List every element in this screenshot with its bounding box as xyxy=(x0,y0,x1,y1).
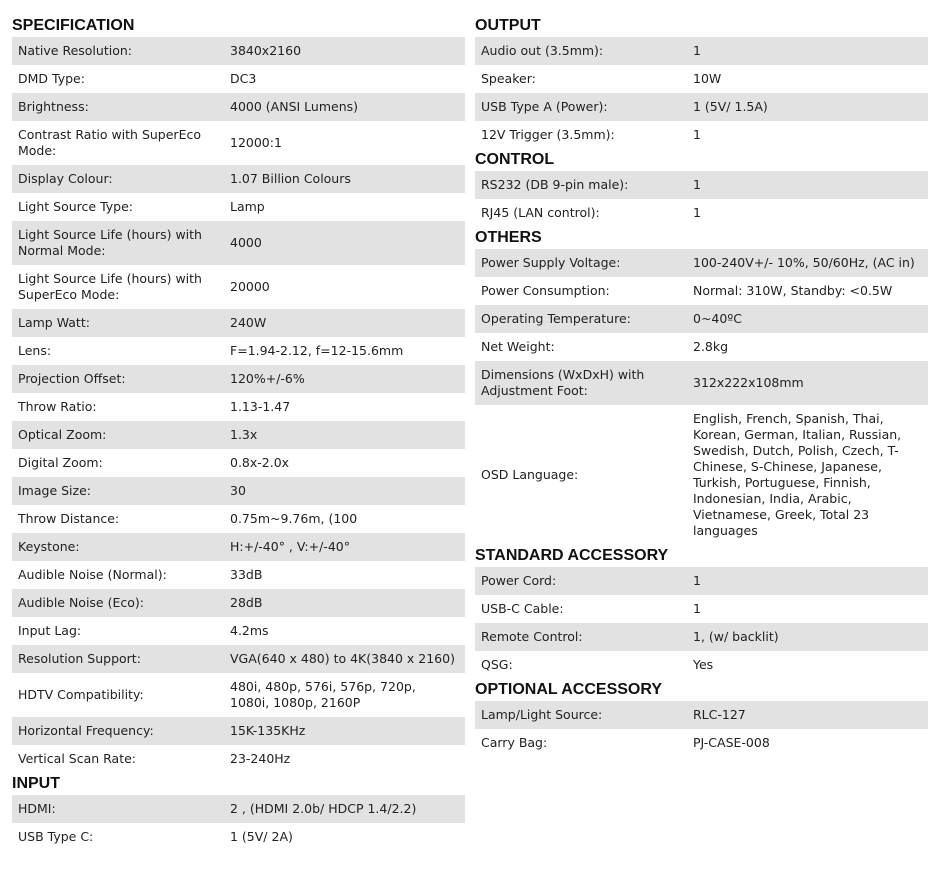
spec-value: DC3 xyxy=(224,65,465,93)
spec-label: Native Resolution: xyxy=(12,37,224,65)
spec-label: USB-C Cable: xyxy=(475,595,687,623)
section-specification xyxy=(12,15,465,773)
spec-value: 1 xyxy=(687,171,928,199)
spec-value: 1 (5V/ 1.5A) xyxy=(687,93,928,121)
spec-label: Lens: xyxy=(12,337,224,365)
spec-value: 3840x2160 xyxy=(224,37,465,65)
section-others xyxy=(475,227,928,545)
spec-row xyxy=(12,505,465,533)
spec-value: 240W xyxy=(224,309,465,337)
spec-row xyxy=(12,477,465,505)
spec-value: 4000 (ANSI Lumens) xyxy=(224,93,465,121)
spec-table xyxy=(475,249,928,545)
spec-value: 15K-135KHz xyxy=(224,717,465,745)
spec-label: Audible Noise (Normal): xyxy=(12,561,224,589)
spec-value: 0~40ºC xyxy=(687,305,928,333)
spec-label: Remote Control: xyxy=(475,623,687,651)
spec-label: Optical Zoom: xyxy=(12,421,224,449)
spec-row xyxy=(12,745,465,773)
spec-value: 480i, 480p, 576i, 576p, 720p, 1080i, 1080p, 2160P xyxy=(224,673,465,717)
spec-value: 2.8kg xyxy=(687,333,928,361)
spec-label: Contrast Ratio with SuperEco Mode: xyxy=(12,121,224,165)
spec-label: Digital Zoom: xyxy=(12,449,224,477)
spec-label: Light Source Life (hours) with Normal Mode: xyxy=(12,221,224,265)
spec-row xyxy=(12,795,465,823)
spec-row xyxy=(475,199,928,227)
spec-row xyxy=(475,405,928,545)
spec-value: 20000 xyxy=(224,265,465,309)
section-standard-accessory xyxy=(475,545,928,679)
spec-row xyxy=(475,595,928,623)
spec-label: Net Weight: xyxy=(475,333,687,361)
spec-row xyxy=(12,589,465,617)
spec-table xyxy=(475,701,928,757)
spec-value: 12000:1 xyxy=(224,121,465,165)
spec-value: 33dB xyxy=(224,561,465,589)
spec-row xyxy=(12,65,465,93)
spec-label: Throw Distance: xyxy=(12,505,224,533)
spec-row xyxy=(475,249,928,277)
spec-value: 1.07 Billion Colours xyxy=(224,165,465,193)
spec-row xyxy=(12,449,465,477)
spec-value: 4.2ms xyxy=(224,617,465,645)
spec-value: 28dB xyxy=(224,589,465,617)
section-control xyxy=(475,149,928,227)
spec-value: 312x222x108mm xyxy=(687,361,928,405)
spec-table xyxy=(12,795,465,851)
spec-label: Speaker: xyxy=(475,65,687,93)
spec-value: H:+/-40° , V:+/-40° xyxy=(224,533,465,561)
spec-row xyxy=(475,333,928,361)
spec-value: 1 xyxy=(687,37,928,65)
spec-row xyxy=(12,193,465,221)
spec-label: Audio out (3.5mm): xyxy=(475,37,687,65)
spec-row xyxy=(12,421,465,449)
spec-label: Image Size: xyxy=(12,477,224,505)
spec-row xyxy=(475,623,928,651)
spec-value: RLC-127 xyxy=(687,701,928,729)
spec-label: Display Colour: xyxy=(12,165,224,193)
spec-label: USB Type A (Power): xyxy=(475,93,687,121)
spec-label: DMD Type: xyxy=(12,65,224,93)
spec-row xyxy=(12,265,465,309)
spec-row xyxy=(475,65,928,93)
spec-value: 1.13-1.47 xyxy=(224,393,465,421)
spec-row xyxy=(475,701,928,729)
spec-row xyxy=(12,37,465,65)
spec-row xyxy=(475,361,928,405)
spec-row xyxy=(12,221,465,265)
spec-row xyxy=(12,823,465,851)
spec-row xyxy=(12,673,465,717)
spec-value: 120%+/-6% xyxy=(224,365,465,393)
spec-label: Lamp/Light Source: xyxy=(475,701,687,729)
spec-value: 1 xyxy=(687,567,928,595)
spec-table xyxy=(475,171,928,227)
spec-value: Normal: 310W, Standby: <0.5W xyxy=(687,277,928,305)
spec-label: Power Cord: xyxy=(475,567,687,595)
section-title: CONTROL xyxy=(475,151,555,168)
spec-label: USB Type C: xyxy=(12,823,224,851)
spec-value: F=1.94-2.12, f=12-15.6mm xyxy=(224,337,465,365)
spec-value: 2 , (HDMI 2.0b/ HDCP 1.4/2.2) xyxy=(224,795,465,823)
spec-label: Keystone: xyxy=(12,533,224,561)
spec-value: VGA(640 x 480) to 4K(3840 x 2160) xyxy=(224,645,465,673)
section-title: INPUT xyxy=(12,775,60,792)
spec-table xyxy=(475,567,928,679)
spec-row xyxy=(12,337,465,365)
spec-label: Brightness: xyxy=(12,93,224,121)
spec-value: 30 xyxy=(224,477,465,505)
spec-row xyxy=(12,617,465,645)
spec-row xyxy=(12,309,465,337)
spec-value: 0.75m~9.76m, (100 xyxy=(224,505,465,533)
spec-row xyxy=(475,729,928,757)
spec-row xyxy=(475,37,928,65)
spec-row xyxy=(475,305,928,333)
spec-row xyxy=(475,93,928,121)
spec-label: Lamp Watt: xyxy=(12,309,224,337)
spec-row xyxy=(12,93,465,121)
spec-label: Input Lag: xyxy=(12,617,224,645)
spec-row xyxy=(12,645,465,673)
spec-value: Yes xyxy=(687,651,928,679)
right-column xyxy=(475,0,928,757)
spec-value: 1 xyxy=(687,121,928,149)
spec-row xyxy=(12,717,465,745)
spec-table xyxy=(12,37,465,773)
spec-label: Dimensions (WxDxH) with Adjustment Foot: xyxy=(475,361,687,405)
section-title: OTHERS xyxy=(475,229,542,246)
spec-row xyxy=(12,121,465,165)
spec-label: Light Source Life (hours) with SuperEco Mode: xyxy=(12,265,224,309)
spec-row xyxy=(12,561,465,589)
spec-label: Light Source Type: xyxy=(12,193,224,221)
spec-row xyxy=(12,533,465,561)
section-input xyxy=(12,773,465,851)
spec-row xyxy=(475,121,928,149)
section-title: OUTPUT xyxy=(475,17,541,34)
spec-label: HDMI: xyxy=(12,795,224,823)
spec-value: English, French, Spanish, Thai, Korean, German, Italian, Russian, Swedish, Dutch, Polish, Czech, T-Chinese, S-Chinese, Japanese, Turkish, Portuguese, Finnish, Indonesian, India, Arabic, Vietnamese, Greek, Total 23 languages xyxy=(687,405,928,545)
spec-row xyxy=(475,277,928,305)
section-title: STANDARD ACCESSORY xyxy=(475,547,669,564)
spec-label: RJ45 (LAN control): xyxy=(475,199,687,227)
spec-row xyxy=(12,165,465,193)
section-output xyxy=(475,15,928,149)
left-column xyxy=(12,0,465,851)
spec-label: HDTV Compatibility: xyxy=(12,673,224,717)
spec-label: Projection Offset: xyxy=(12,365,224,393)
spec-value: 1 (5V/ 2A) xyxy=(224,823,465,851)
section-optional-accessory xyxy=(475,679,928,757)
spec-row xyxy=(12,393,465,421)
spec-value: 23-240Hz xyxy=(224,745,465,773)
spec-table xyxy=(475,37,928,149)
spec-label: Power Supply Voltage: xyxy=(475,249,687,277)
section-title: OPTIONAL ACCESSORY xyxy=(475,681,662,698)
spec-label: QSG: xyxy=(475,651,687,679)
spec-value: Lamp xyxy=(224,193,465,221)
spec-label: RS232 (DB 9-pin male): xyxy=(475,171,687,199)
spec-row xyxy=(475,171,928,199)
spec-label: Vertical Scan Rate: xyxy=(12,745,224,773)
spec-label: Resolution Support: xyxy=(12,645,224,673)
spec-value: 1 xyxy=(687,199,928,227)
spec-label: 12V Trigger (3.5mm): xyxy=(475,121,687,149)
spec-value: 10W xyxy=(687,65,928,93)
spec-value: 1.3x xyxy=(224,421,465,449)
spec-row xyxy=(12,365,465,393)
spec-label: Carry Bag: xyxy=(475,729,687,757)
spec-row xyxy=(475,651,928,679)
spec-label: Power Consumption: xyxy=(475,277,687,305)
spec-value: PJ-CASE-008 xyxy=(687,729,928,757)
spec-label: Audible Noise (Eco): xyxy=(12,589,224,617)
spec-row xyxy=(475,567,928,595)
section-title: SPECIFICATION xyxy=(12,17,135,34)
spec-label: Operating Temperature: xyxy=(475,305,687,333)
spec-value: 0.8x-2.0x xyxy=(224,449,465,477)
spec-value: 1, (w/ backlit) xyxy=(687,623,928,651)
spec-label: Throw Ratio: xyxy=(12,393,224,421)
spec-value: 4000 xyxy=(224,221,465,265)
spec-label: Horizontal Frequency: xyxy=(12,717,224,745)
spec-value: 1 xyxy=(687,595,928,623)
spec-label: OSD Language: xyxy=(475,405,687,545)
spec-value: 100-240V+/- 10%, 50/60Hz, (AC in) xyxy=(687,249,928,277)
